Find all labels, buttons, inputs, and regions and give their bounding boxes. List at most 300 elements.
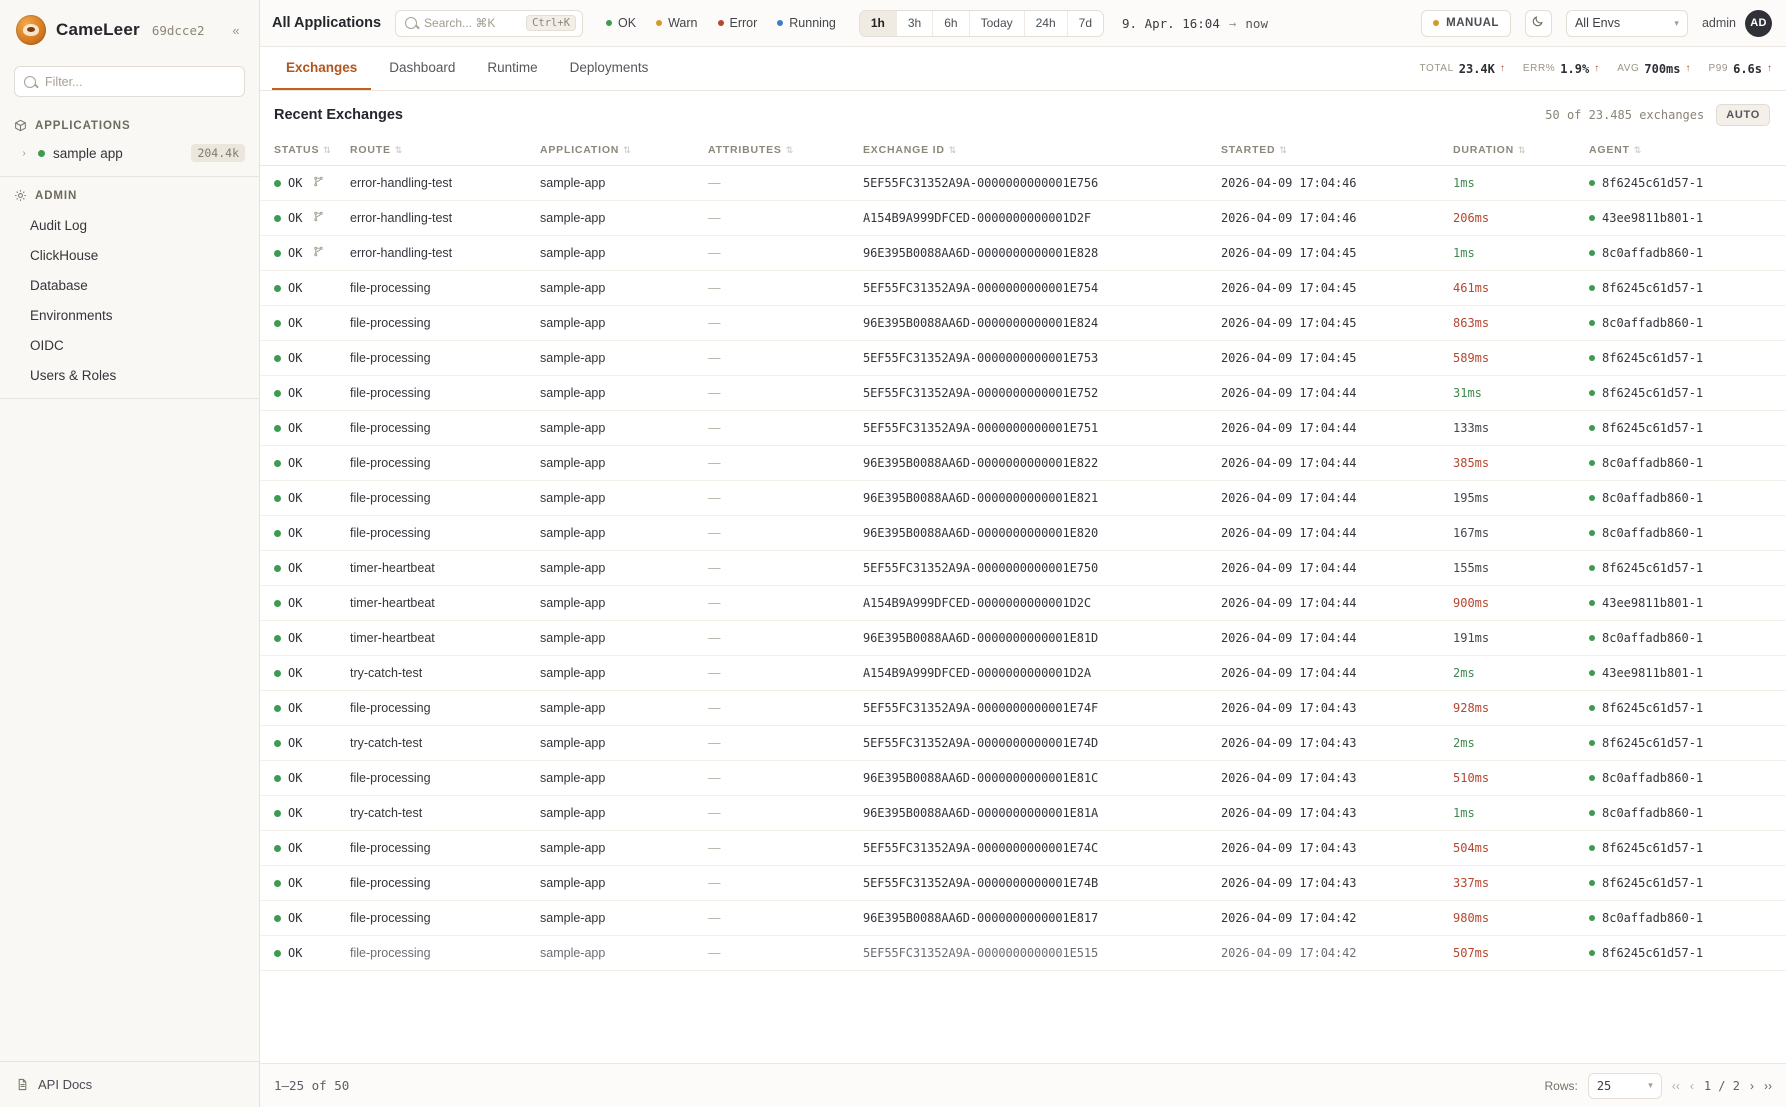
status-dot-icon — [274, 915, 281, 922]
sidebar-item-oidc[interactable] — [0, 330, 259, 360]
agent-name: 43ee9811b801-1 — [1602, 211, 1704, 225]
cell-status — [260, 341, 350, 376]
sidebar-item-sample-app[interactable] — [0, 138, 259, 168]
status-dot-icon — [274, 390, 281, 397]
cell-status — [260, 936, 350, 971]
cell-started: 2026-04-09 17:04:44 — [1221, 411, 1453, 446]
auto-refresh-button[interactable]: AUTO — [1716, 104, 1770, 126]
cell-exchange-id: 5EF55FC31352A9A-0000000000001E74B — [863, 866, 1221, 901]
branch-icon — [313, 176, 324, 190]
chevron-right-icon[interactable]: › — [22, 147, 26, 159]
sidebar-item-audit-log[interactable] — [0, 210, 259, 240]
cell-duration: 900ms — [1453, 586, 1589, 621]
table-header-row — [260, 135, 1786, 166]
status-text: OK — [288, 561, 303, 575]
search-input[interactable] — [395, 10, 583, 37]
status-dot-icon — [718, 20, 724, 26]
cell-exchange-id: 5EF55FC31352A9A-0000000000001E515 — [863, 936, 1221, 971]
status-dot-icon — [274, 530, 281, 537]
sidebar — [0, 0, 260, 1107]
cell-exchange-id: 5EF55FC31352A9A-0000000000001E754 — [863, 271, 1221, 306]
cell-agent — [1589, 376, 1786, 411]
pagination-range: 1–25 of 50 — [274, 1078, 350, 1093]
cell-duration: 510ms — [1453, 761, 1589, 796]
kpi-key: AVG — [1617, 63, 1640, 74]
status-text: OK — [288, 246, 303, 260]
table-row[interactable] — [260, 866, 1786, 901]
cell-agent — [1589, 621, 1786, 656]
column-label: APPLICATION — [540, 144, 620, 156]
agent-status-dot-icon — [1589, 390, 1595, 396]
last-page-button[interactable]: ›› — [1764, 1078, 1772, 1093]
table-row[interactable] — [260, 236, 1786, 271]
time-range-to: now — [1245, 15, 1268, 31]
cell-status — [260, 201, 350, 236]
sort-icon: ⇅ — [623, 145, 632, 155]
cell-status — [260, 656, 350, 691]
cell-duration: 980ms — [1453, 901, 1589, 936]
cell-duration: 504ms — [1453, 831, 1589, 866]
cell-application: sample-app — [540, 831, 708, 866]
sidebar-item-label: sample app — [53, 145, 123, 161]
user-name: admin — [1701, 16, 1736, 30]
cell-exchange-id: 96E395B0088AA6D-0000000000001E820 — [863, 516, 1221, 551]
kpi-error-rate — [1523, 62, 1599, 76]
table-body — [260, 166, 1786, 971]
sidebar-api-docs-label: API Docs — [38, 1077, 93, 1092]
chevron-down-icon: ▾ — [1674, 17, 1679, 28]
cell-status — [260, 551, 350, 586]
cell-status — [260, 376, 350, 411]
cell-exchange-id: 5EF55FC31352A9A-0000000000001E751 — [863, 411, 1221, 446]
status-filter-ok[interactable] — [597, 11, 645, 36]
cell-started: 2026-04-09 17:04:45 — [1221, 236, 1453, 271]
cell-agent — [1589, 936, 1786, 971]
status-text: OK — [288, 631, 303, 645]
cell-status — [260, 306, 350, 341]
agent-status-dot-icon — [1589, 705, 1595, 711]
cell-started: 2026-04-09 17:04:45 — [1221, 306, 1453, 341]
cell-started: 2026-04-09 17:04:42 — [1221, 936, 1453, 971]
trend-up-icon: ↑ — [1685, 63, 1691, 74]
table-row[interactable] — [260, 166, 1786, 201]
cell-application: sample-app — [540, 516, 708, 551]
agent-status-dot-icon — [1589, 460, 1595, 466]
table-row[interactable] — [260, 901, 1786, 936]
status-filter-label: Error — [729, 16, 758, 30]
cell-status — [260, 761, 350, 796]
cell-application: sample-app — [540, 761, 708, 796]
status-filter-warn[interactable] — [647, 11, 706, 36]
status-dot-icon — [274, 215, 281, 222]
cell-attributes: — — [708, 901, 863, 936]
status-dot-icon — [274, 670, 281, 677]
gear-icon — [14, 189, 27, 202]
table-row[interactable] — [260, 726, 1786, 761]
table-row[interactable] — [260, 516, 1786, 551]
status-dot-icon — [274, 740, 281, 747]
status-dot-icon — [274, 775, 281, 782]
status-dot-icon — [274, 425, 281, 432]
table-row[interactable] — [260, 831, 1786, 866]
status-filter-group — [597, 11, 845, 36]
table-row[interactable] — [260, 621, 1786, 656]
sort-icon: ⇅ — [1279, 145, 1288, 155]
prev-page-button[interactable]: ‹ — [1689, 1078, 1694, 1093]
status-filter-running[interactable] — [768, 11, 845, 36]
kpi-value: 700ms — [1644, 61, 1681, 76]
status-dot-icon — [274, 635, 281, 642]
table-row[interactable] — [260, 411, 1786, 446]
cell-duration: 928ms — [1453, 691, 1589, 726]
agent-status-dot-icon — [1589, 320, 1595, 326]
cell-attributes: — — [708, 586, 863, 621]
cell-started: 2026-04-09 17:04:43 — [1221, 796, 1453, 831]
agent-name: 8f6245c61d57-1 — [1602, 561, 1704, 575]
page-current: 1 — [1703, 1078, 1712, 1093]
agent-status-dot-icon — [1589, 600, 1595, 606]
cell-status — [260, 166, 350, 201]
agent-name: 8c0affadb860-1 — [1602, 806, 1704, 820]
cell-route: file-processing — [350, 306, 540, 341]
cell-started: 2026-04-09 17:04:43 — [1221, 866, 1453, 901]
cell-route: file-processing — [350, 376, 540, 411]
column-header-started[interactable] — [1221, 135, 1453, 166]
time-range-3h[interactable]: 3h — [897, 11, 933, 36]
status-dot-icon — [274, 565, 281, 572]
cell-exchange-id: 96E395B0088AA6D-0000000000001E817 — [863, 901, 1221, 936]
agent-name: 8c0affadb860-1 — [1602, 631, 1704, 645]
cell-status — [260, 796, 350, 831]
sidebar-item-label: OIDC — [30, 337, 64, 353]
agent-name: 8f6245c61d57-1 — [1602, 946, 1704, 960]
column-header-route[interactable] — [350, 135, 540, 166]
page-separator: / — [1718, 1078, 1726, 1093]
kpi-value: 6.6s — [1733, 61, 1762, 76]
cell-status — [260, 516, 350, 551]
agent-name: 8f6245c61d57-1 — [1602, 421, 1704, 435]
cell-duration: 461ms — [1453, 271, 1589, 306]
tab-dashboard[interactable]: Dashboard — [389, 60, 456, 75]
status-text: OK — [288, 211, 303, 225]
sort-icon: ⇅ — [1518, 145, 1527, 155]
status-text: OK — [288, 526, 303, 540]
cell-attributes: — — [708, 516, 863, 551]
time-range-1h[interactable]: 1h — [860, 11, 897, 36]
trend-up-icon: ↑ — [1594, 63, 1600, 74]
filter-input[interactable] — [43, 74, 235, 90]
cell-attributes: — — [708, 446, 863, 481]
cell-attributes: — — [708, 761, 863, 796]
cell-application: sample-app — [540, 936, 708, 971]
cell-started: 2026-04-09 17:04:44 — [1221, 621, 1453, 656]
cell-route: file-processing — [350, 866, 540, 901]
sidebar-divider-2 — [0, 398, 259, 399]
time-range-display[interactable] — [1118, 16, 1272, 31]
agent-name: 8c0affadb860-1 — [1602, 491, 1704, 505]
cell-agent — [1589, 411, 1786, 446]
agent-status-dot-icon — [1589, 530, 1595, 536]
agent-name: 43ee9811b801-1 — [1602, 666, 1704, 680]
admin-section-label — [0, 177, 259, 208]
agent-name: 8f6245c61d57-1 — [1602, 351, 1704, 365]
cell-route: file-processing — [350, 761, 540, 796]
column-header-exchange-id[interactable] — [863, 135, 1221, 166]
cell-application: sample-app — [540, 376, 708, 411]
status-filter-label: OK — [618, 16, 637, 30]
cell-application: sample-app — [540, 201, 708, 236]
kpi-value: 23.4K — [1458, 61, 1495, 76]
sidebar-item-environments[interactable] — [0, 300, 259, 330]
sidebar-item-api-docs[interactable] — [0, 1061, 259, 1107]
cell-agent — [1589, 866, 1786, 901]
agent-name: 8c0affadb860-1 — [1602, 316, 1704, 330]
arrow-right-icon: → — [1228, 15, 1237, 31]
cell-application: sample-app — [540, 621, 708, 656]
cell-duration: 863ms — [1453, 306, 1589, 341]
agent-status-dot-icon — [1589, 215, 1595, 221]
cell-status — [260, 236, 350, 271]
cell-route: file-processing — [350, 901, 540, 936]
cell-exchange-id: 96E395B0088AA6D-0000000000001E821 — [863, 481, 1221, 516]
cell-started: 2026-04-09 17:04:43 — [1221, 726, 1453, 761]
agent-status-dot-icon — [1589, 880, 1595, 886]
cell-route: error-handling-test — [350, 166, 540, 201]
cell-started: 2026-04-09 17:04:44 — [1221, 586, 1453, 621]
time-range-24h[interactable]: 24h — [1025, 11, 1068, 36]
admin-label-text: ADMIN — [35, 189, 78, 202]
cell-application: sample-app — [540, 236, 708, 271]
status-dot-icon — [274, 600, 281, 607]
agent-name: 43ee9811b801-1 — [1602, 596, 1704, 610]
next-page-button[interactable]: › — [1750, 1078, 1754, 1093]
tab-runtime[interactable]: Runtime — [487, 60, 538, 75]
cell-application: sample-app — [540, 551, 708, 586]
agent-name: 8f6245c61d57-1 — [1602, 176, 1704, 190]
cell-agent — [1589, 761, 1786, 796]
page-total: 2 — [1732, 1078, 1740, 1093]
manual-refresh-button[interactable] — [1421, 10, 1511, 37]
table-row[interactable] — [260, 376, 1786, 411]
filter-box[interactable] — [14, 66, 245, 97]
cell-started: 2026-04-09 17:04:42 — [1221, 901, 1453, 936]
trend-up-icon: ↑ — [1499, 63, 1505, 74]
cell-application: sample-app — [540, 656, 708, 691]
tabs-bar — [260, 47, 1786, 91]
sidebar-item-clickhouse[interactable] — [0, 240, 259, 270]
cell-started: 2026-04-09 17:04:44 — [1221, 551, 1453, 586]
cell-agent — [1589, 236, 1786, 271]
first-page-button[interactable]: ‹‹ — [1671, 1078, 1680, 1093]
agent-name: 8f6245c61d57-1 — [1602, 876, 1704, 890]
branch-icon — [313, 246, 324, 260]
tabs — [272, 47, 662, 90]
cell-route: file-processing — [350, 936, 540, 971]
status-dot-icon — [606, 20, 612, 26]
cell-started: 2026-04-09 17:04:43 — [1221, 691, 1453, 726]
cell-status — [260, 446, 350, 481]
cell-agent — [1589, 831, 1786, 866]
time-range-today[interactable]: Today — [970, 11, 1025, 36]
status-dot-icon — [274, 495, 281, 502]
agent-status-dot-icon — [1589, 775, 1595, 781]
status-filter-label: Warn — [668, 16, 698, 30]
table-row[interactable] — [260, 656, 1786, 691]
table-row[interactable] — [260, 201, 1786, 236]
time-range-6h[interactable]: 6h — [933, 11, 969, 36]
cell-attributes: — — [708, 726, 863, 761]
applications-section-label — [0, 107, 259, 138]
cell-route: timer-heartbeat — [350, 551, 540, 586]
rows-per-page-select[interactable] — [1588, 1073, 1662, 1099]
env-select-value: All Envs — [1574, 16, 1621, 30]
table-row[interactable] — [260, 586, 1786, 621]
cell-exchange-id: 5EF55FC31352A9A-0000000000001E74F — [863, 691, 1221, 726]
status-dot-icon — [274, 320, 281, 327]
cell-route: file-processing — [350, 481, 540, 516]
status-text: OK — [288, 491, 303, 505]
column-header-attributes[interactable] — [708, 135, 863, 166]
status-text: OK — [288, 946, 303, 960]
status-dot-icon — [274, 285, 281, 292]
column-label: STARTED — [1221, 144, 1276, 156]
table-row[interactable] — [260, 691, 1786, 726]
rows-per-page-value: 25 — [1596, 1078, 1612, 1093]
cell-attributes: — — [708, 341, 863, 376]
table-row[interactable] — [260, 341, 1786, 376]
status-text: OK — [288, 701, 303, 715]
column-header-duration[interactable] — [1453, 135, 1589, 166]
cell-route: file-processing — [350, 516, 540, 551]
cell-application: sample-app — [540, 306, 708, 341]
cell-application: sample-app — [540, 271, 708, 306]
exchanges-table-wrap[interactable] — [260, 135, 1786, 1063]
cell-application: sample-app — [540, 726, 708, 761]
kpi-avg — [1617, 62, 1690, 76]
sidebar-item-database[interactable] — [0, 270, 259, 300]
cell-started: 2026-04-09 17:04:45 — [1221, 271, 1453, 306]
cell-exchange-id: A154B9A999DFCED-0000000000001D2F — [863, 201, 1221, 236]
column-header-agent[interactable] — [1589, 135, 1786, 166]
cell-started: 2026-04-09 17:04:43 — [1221, 831, 1453, 866]
cell-duration: 155ms — [1453, 551, 1589, 586]
cell-status — [260, 691, 350, 726]
cell-exchange-id: 5EF55FC31352A9A-0000000000001E756 — [863, 166, 1221, 201]
cell-exchange-id: 96E395B0088AA6D-0000000000001E81A — [863, 796, 1221, 831]
table-row[interactable] — [260, 306, 1786, 341]
agent-status-dot-icon — [1589, 845, 1595, 851]
cell-agent — [1589, 306, 1786, 341]
cell-route: timer-heartbeat — [350, 621, 540, 656]
cell-application: sample-app — [540, 446, 708, 481]
cell-agent — [1589, 551, 1786, 586]
sort-icon: ⇅ — [1633, 145, 1643, 155]
column-header-status[interactable] — [260, 135, 350, 166]
cell-route: try-catch-test — [350, 726, 540, 761]
tab-deployments[interactable]: Deployments — [569, 60, 649, 75]
theme-toggle-button[interactable] — [1525, 10, 1552, 37]
cell-duration: 31ms — [1453, 376, 1589, 411]
document-icon — [16, 1078, 29, 1091]
table-row[interactable] — [260, 446, 1786, 481]
rows-per-page-label: Rows: — [1544, 1078, 1578, 1093]
cell-application: sample-app — [540, 411, 708, 446]
status-text: OK — [288, 841, 303, 855]
table-row[interactable] — [260, 271, 1786, 306]
cell-agent — [1589, 271, 1786, 306]
cell-attributes: — — [708, 796, 863, 831]
status-filter-label: Running — [789, 16, 836, 30]
table-row[interactable] — [260, 796, 1786, 831]
search-icon — [24, 76, 36, 88]
cell-exchange-id: 5EF55FC31352A9A-0000000000001E753 — [863, 341, 1221, 376]
cell-status — [260, 866, 350, 901]
agent-status-dot-icon — [1589, 425, 1595, 431]
cell-started: 2026-04-09 17:04:44 — [1221, 376, 1453, 411]
cell-route: file-processing — [350, 271, 540, 306]
sidebar-item-users-roles[interactable] — [0, 360, 259, 390]
pagination-controls — [1544, 1073, 1772, 1099]
page-nav — [1672, 1079, 1772, 1093]
table-row[interactable] — [260, 481, 1786, 516]
sort-icon: ⇅ — [785, 145, 795, 155]
cell-agent — [1589, 901, 1786, 936]
sidebar-item-count: 204.4k — [191, 144, 245, 162]
agent-status-dot-icon — [1589, 670, 1595, 676]
user-menu[interactable] — [1702, 10, 1772, 37]
sort-icon: ⇅ — [394, 145, 404, 155]
agent-status-dot-icon — [1589, 495, 1595, 501]
cell-duration: 1ms — [1453, 166, 1589, 201]
cell-started: 2026-04-09 17:04:44 — [1221, 481, 1453, 516]
cell-duration: 337ms — [1453, 866, 1589, 901]
cell-agent — [1589, 691, 1786, 726]
agent-name: 8f6245c61d57-1 — [1602, 701, 1704, 715]
status-text: OK — [288, 876, 303, 890]
cell-attributes: — — [708, 201, 863, 236]
manual-label: MANUAL — [1446, 17, 1499, 29]
tab-exchanges[interactable]: Exchanges — [272, 47, 371, 90]
status-text: OK — [288, 911, 303, 925]
status-dot-icon — [274, 950, 281, 957]
table-row[interactable] — [260, 761, 1786, 796]
column-label: ROUTE — [350, 144, 391, 156]
cell-attributes: — — [708, 481, 863, 516]
breadcrumb[interactable]: All Applications — [272, 15, 382, 31]
cell-agent — [1589, 341, 1786, 376]
env-select[interactable] — [1566, 10, 1688, 37]
cell-attributes: — — [708, 236, 863, 271]
table-footer — [260, 1063, 1786, 1107]
column-label: STATUS — [274, 144, 320, 156]
sidebar-collapse-icon[interactable]: « — [232, 22, 240, 38]
table-row[interactable] — [260, 936, 1786, 971]
cell-agent — [1589, 586, 1786, 621]
status-dot-icon — [274, 180, 281, 187]
column-label: AGENT — [1589, 144, 1630, 156]
time-range-segmented — [859, 10, 1104, 37]
column-header-application[interactable] — [540, 135, 708, 166]
cell-duration: 133ms — [1453, 411, 1589, 446]
cell-agent — [1589, 481, 1786, 516]
cell-duration: 195ms — [1453, 481, 1589, 516]
kpi-total — [1419, 62, 1504, 76]
cell-duration: 167ms — [1453, 516, 1589, 551]
table-row[interactable] — [260, 551, 1786, 586]
time-range-7d[interactable]: 7d — [1078, 16, 1093, 30]
status-filter-error[interactable] — [709, 11, 767, 36]
kpi-group — [1419, 47, 1772, 90]
